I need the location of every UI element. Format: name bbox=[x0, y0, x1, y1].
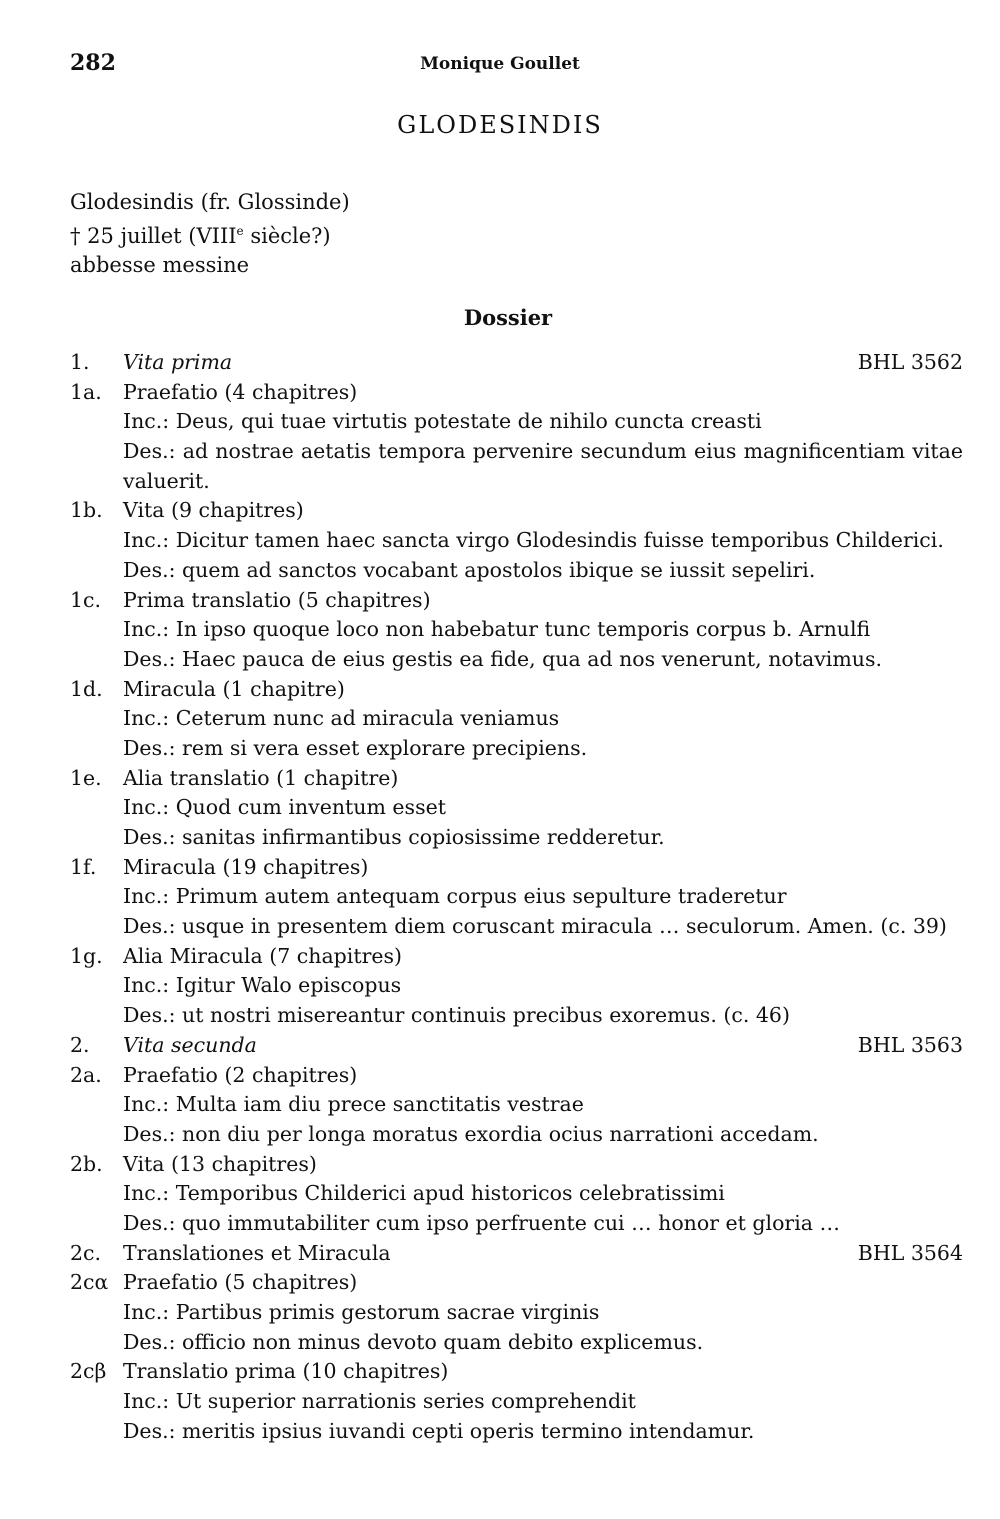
incipit-text: Inc.: Ut superior narrationis series comprehendit bbox=[123, 1389, 636, 1414]
entry-label: Vita (13 chapitres) bbox=[123, 1151, 317, 1176]
dossier-list bbox=[70, 348, 963, 1446]
desinit-line bbox=[70, 1328, 963, 1358]
desinit-text: Des.: quo immutabiliter cum ipso perfruente cui … honor et gloria … bbox=[123, 1210, 841, 1235]
incipit-line bbox=[70, 704, 963, 734]
entry-number: 1d. bbox=[70, 676, 103, 701]
entry-number: 1. bbox=[70, 350, 90, 374]
desinit-line bbox=[70, 912, 963, 942]
entry-number: 1e. bbox=[70, 765, 102, 790]
desinit-line bbox=[70, 645, 963, 675]
entry-number: 1g. bbox=[70, 943, 103, 968]
entry-label: Praefatio (4 chapitres) bbox=[123, 379, 358, 404]
page-title: GLODESINDIS bbox=[397, 111, 603, 139]
desinit-line bbox=[70, 823, 963, 853]
desinit-line bbox=[70, 437, 963, 496]
entry-heading bbox=[70, 1268, 963, 1298]
section-heading: Dossier bbox=[463, 305, 553, 330]
entry-number: 2. bbox=[70, 1032, 90, 1057]
entry-heading bbox=[70, 1357, 963, 1387]
century-text: siècle?) bbox=[243, 224, 331, 248]
incipit-line bbox=[70, 793, 963, 823]
entry-label: Translatio prima (10 chapitres) bbox=[123, 1359, 449, 1384]
entry-number: 2c. bbox=[70, 1240, 102, 1265]
incipit-text: Inc.: In ipso quoque loco non habebatur tunc temporis corpus b. Arnulfi bbox=[123, 617, 871, 642]
entry-number: 1c. bbox=[70, 587, 102, 612]
entry-label: Vita secunda bbox=[123, 1032, 257, 1057]
entry-label: Alia Miracula (7 chapitres) bbox=[123, 943, 403, 968]
entry-heading bbox=[70, 764, 963, 794]
entry-heading bbox=[70, 586, 963, 616]
century-superscript: e bbox=[236, 224, 244, 238]
entry-number: 1f. bbox=[70, 854, 97, 879]
incipit-line bbox=[70, 1090, 963, 1120]
entry-number: 1b. bbox=[70, 498, 103, 523]
bhl-reference: BHL 3564 bbox=[857, 1240, 963, 1265]
entry-label: Miracula (1 chapitre) bbox=[123, 676, 345, 701]
desinit-text: Des.: ut nostri misereantur continuis precibus exoremus. (c. 46) bbox=[123, 1003, 790, 1028]
desinit-text: Des.: officio non minus devoto quam debito explicemus. bbox=[123, 1329, 704, 1354]
incipit-line bbox=[70, 971, 963, 1001]
entry-heading bbox=[70, 1150, 963, 1180]
entry-heading bbox=[70, 675, 963, 705]
desinit-line bbox=[70, 1209, 963, 1239]
entry-label: Praefatio (5 chapitres) bbox=[123, 1270, 358, 1295]
entry-number: 2b. bbox=[70, 1151, 103, 1176]
entry-number: 2cα bbox=[70, 1270, 109, 1295]
entry-heading bbox=[70, 496, 963, 526]
desinit-text: Des.: quem ad sanctos vocabant apostolos ibique se iussit sepeliri. bbox=[123, 557, 816, 582]
desinit-text: Des.: non diu per longa moratus exordia ocius narrationi accedam. bbox=[123, 1121, 819, 1146]
entry-heading bbox=[70, 1031, 963, 1061]
desinit-line bbox=[70, 734, 963, 764]
incipit-text: Inc.: Temporibus Childerici apud historicos celebratissimi bbox=[123, 1181, 725, 1206]
incipit-text: Inc.: Igitur Walo episcopus bbox=[123, 973, 402, 998]
desinit-text: Des.: ad nostrae aetatis tempora pervenire secundum eius magnificentiam vitae valuerit. bbox=[123, 439, 963, 493]
incipit-line bbox=[70, 1387, 963, 1417]
saint-role-line: abbesse messine bbox=[70, 253, 250, 277]
entry-heading bbox=[70, 942, 963, 972]
incipit-line bbox=[70, 615, 963, 645]
entry-heading bbox=[70, 853, 963, 883]
incipit-text: Inc.: Multa iam diu prece sanctitatis vestrae bbox=[123, 1092, 584, 1117]
entry-label: Vita (9 chapitres) bbox=[123, 498, 304, 523]
incipit-text: Inc.: Primum autem antequam corpus eius sepulture traderetur bbox=[123, 884, 787, 909]
page-number: 282 bbox=[70, 50, 116, 76]
incipit-text: Inc.: Partibus primis gestorum sacrae virginis bbox=[123, 1300, 600, 1325]
desinit-text: Des.: Haec pauca de eius gestis ea fide, qua ad nos venerunt, notavimus. bbox=[123, 646, 883, 671]
bhl-reference: BHL 3562 bbox=[857, 350, 963, 374]
entry-number: 2a. bbox=[70, 1062, 102, 1087]
desinit-line bbox=[70, 1120, 963, 1150]
running-head: Monique Goullet bbox=[420, 54, 580, 74]
incipit-line bbox=[70, 526, 963, 556]
entry-label: Miracula (19 chapitres) bbox=[123, 854, 369, 879]
saint-name-line: Glodesindis (fr. Glossinde) bbox=[70, 190, 350, 214]
desinit-line bbox=[70, 556, 963, 586]
incipit-line bbox=[70, 407, 963, 437]
incipit-text: Inc.: Deus, qui tuae virtutis potestate de nihilo cuncta creasti bbox=[123, 409, 762, 434]
desinit-text: Des.: usque in presentem diem coruscant miracula … seculorum. Amen. (c. 39) bbox=[123, 914, 947, 939]
incipit-text: Inc.: Ceterum nunc ad miracula veniamus bbox=[123, 706, 560, 731]
entry-label: Prima translatio (5 chapitres) bbox=[123, 587, 431, 612]
desinit-text: Des.: sanitas infirmantibus copiosissime redderetur. bbox=[123, 825, 665, 850]
saint-info bbox=[70, 188, 350, 280]
incipit-text: Inc.: Dicitur tamen haec sancta virgo Glodesindis fuisse temporibus Childerici. bbox=[123, 528, 944, 553]
entry-number: 2cβ bbox=[70, 1359, 107, 1384]
entry-heading bbox=[70, 1239, 963, 1269]
date-text: † 25 juillet (VIII bbox=[70, 224, 237, 248]
entry-label: Translationes et Miracula bbox=[123, 1240, 391, 1265]
entry-heading bbox=[70, 378, 963, 408]
bhl-reference: BHL 3563 bbox=[857, 1032, 963, 1057]
desinit-text: Des.: meritis ipsius iuvandi cepti operis termino intendamur. bbox=[123, 1418, 755, 1443]
desinit-text: Des.: rem si vera esset explorare precipiens. bbox=[123, 735, 588, 760]
entry-label: Praefatio (2 chapitres) bbox=[123, 1062, 358, 1087]
entry-label: Vita prima bbox=[123, 350, 233, 374]
incipit-line bbox=[70, 1179, 963, 1209]
desinit-line bbox=[70, 1001, 963, 1031]
entry-number: 1a. bbox=[70, 379, 102, 404]
incipit-text: Inc.: Quod cum inventum esset bbox=[123, 795, 446, 820]
entry-heading bbox=[70, 348, 963, 378]
incipit-line bbox=[70, 882, 963, 912]
entry-label: Alia translatio (1 chapitre) bbox=[123, 765, 399, 790]
saint-date-line bbox=[70, 217, 350, 251]
desinit-line bbox=[70, 1417, 963, 1447]
incipit-line bbox=[70, 1298, 963, 1328]
entry-heading bbox=[70, 1061, 963, 1091]
